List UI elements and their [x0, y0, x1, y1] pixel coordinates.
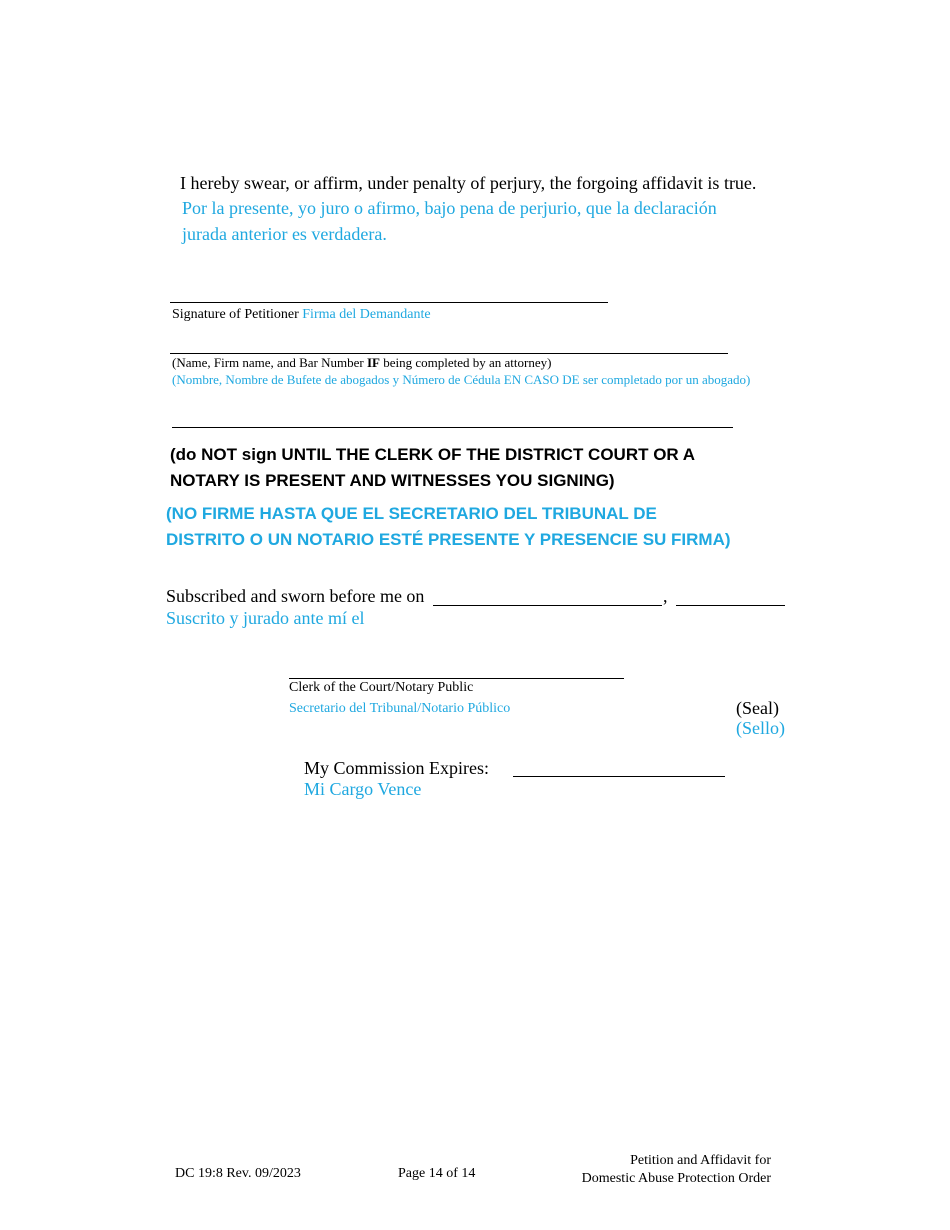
footer-form-id: DC 19:8 Rev. 09/2023 [175, 1166, 301, 1181]
commission-label-es: Mi Cargo Vence [304, 779, 422, 799]
subscribed-label-es: Suscrito y jurado ante mí el [166, 608, 365, 628]
footer-title-line1: Petition and Affidavit for [630, 1153, 771, 1168]
seal-label-es: (Sello) [736, 718, 785, 738]
commission-expiry-line[interactable] [513, 776, 725, 777]
signing-line[interactable] [172, 427, 733, 428]
petitioner-signature-label-es: Firma del Demandante [302, 307, 431, 322]
attorney-label-bold: IF [366, 355, 380, 370]
subscribed-label-en: Subscribed and sworn before me on [166, 586, 425, 606]
oath-spanish-line1: Por la presente, yo juro o afirmo, bajo pena de perjurio, que la declaración [182, 198, 717, 218]
warning-es-line2: DISTRITO O UN NOTARIO ESTÉ PRESENTE Y PRESENCIE SU FIRMA) [166, 530, 731, 549]
attorney-label-es: (Nombre, Nombre de Bufete de abogados y Número de Cédula EN CASO DE ser completado por un abogado) [172, 372, 751, 387]
warning-en-line1: (do NOT sign UNTIL THE CLERK OF THE DISTRICT COURT OR A [170, 445, 696, 464]
warning-es-line1: (NO FIRME HASTA QUE EL SECRETARIO DEL TRIBUNAL DE [166, 504, 657, 523]
attorney-label-en [172, 355, 551, 371]
clerk-label-en: Clerk of the Court/Notary Public [289, 680, 474, 695]
petitioner-signature-label-en: Signature of Petitioner [172, 307, 299, 322]
subscribed-comma: , [663, 586, 668, 606]
footer-page-number: Page 14 of 14 [398, 1166, 476, 1181]
attorney-label-prefix: (Name, Firm name, and Bar Number [172, 355, 367, 370]
seal-label-en: (Seal) [736, 698, 779, 718]
commission-label-en: My Commission Expires: [304, 758, 490, 778]
clerk-label-es: Secretario del Tribunal/Notario Público [289, 701, 511, 716]
oath-spanish-line2: jurada anterior es verdadera. [182, 224, 387, 244]
warning-en-line2: NOTARY IS PRESENT AND WITNESSES YOU SIGNING) [170, 471, 615, 490]
oath-english: I hereby swear, or affirm, under penalty of perjury, the forgoing affidavit is true. [180, 173, 757, 193]
attorney-info-line[interactable] [170, 353, 728, 354]
footer-title-line2: Domestic Abuse Protection Order [581, 1171, 771, 1186]
clerk-signature-line[interactable] [289, 678, 624, 679]
petitioner-signature-line[interactable] [170, 302, 608, 303]
subscribed-date-line[interactable] [433, 605, 662, 606]
petitioner-signature-label [172, 307, 431, 323]
subscribed-year-line[interactable] [676, 605, 785, 606]
attorney-label-suffix: being completed by an attorney) [379, 355, 552, 370]
